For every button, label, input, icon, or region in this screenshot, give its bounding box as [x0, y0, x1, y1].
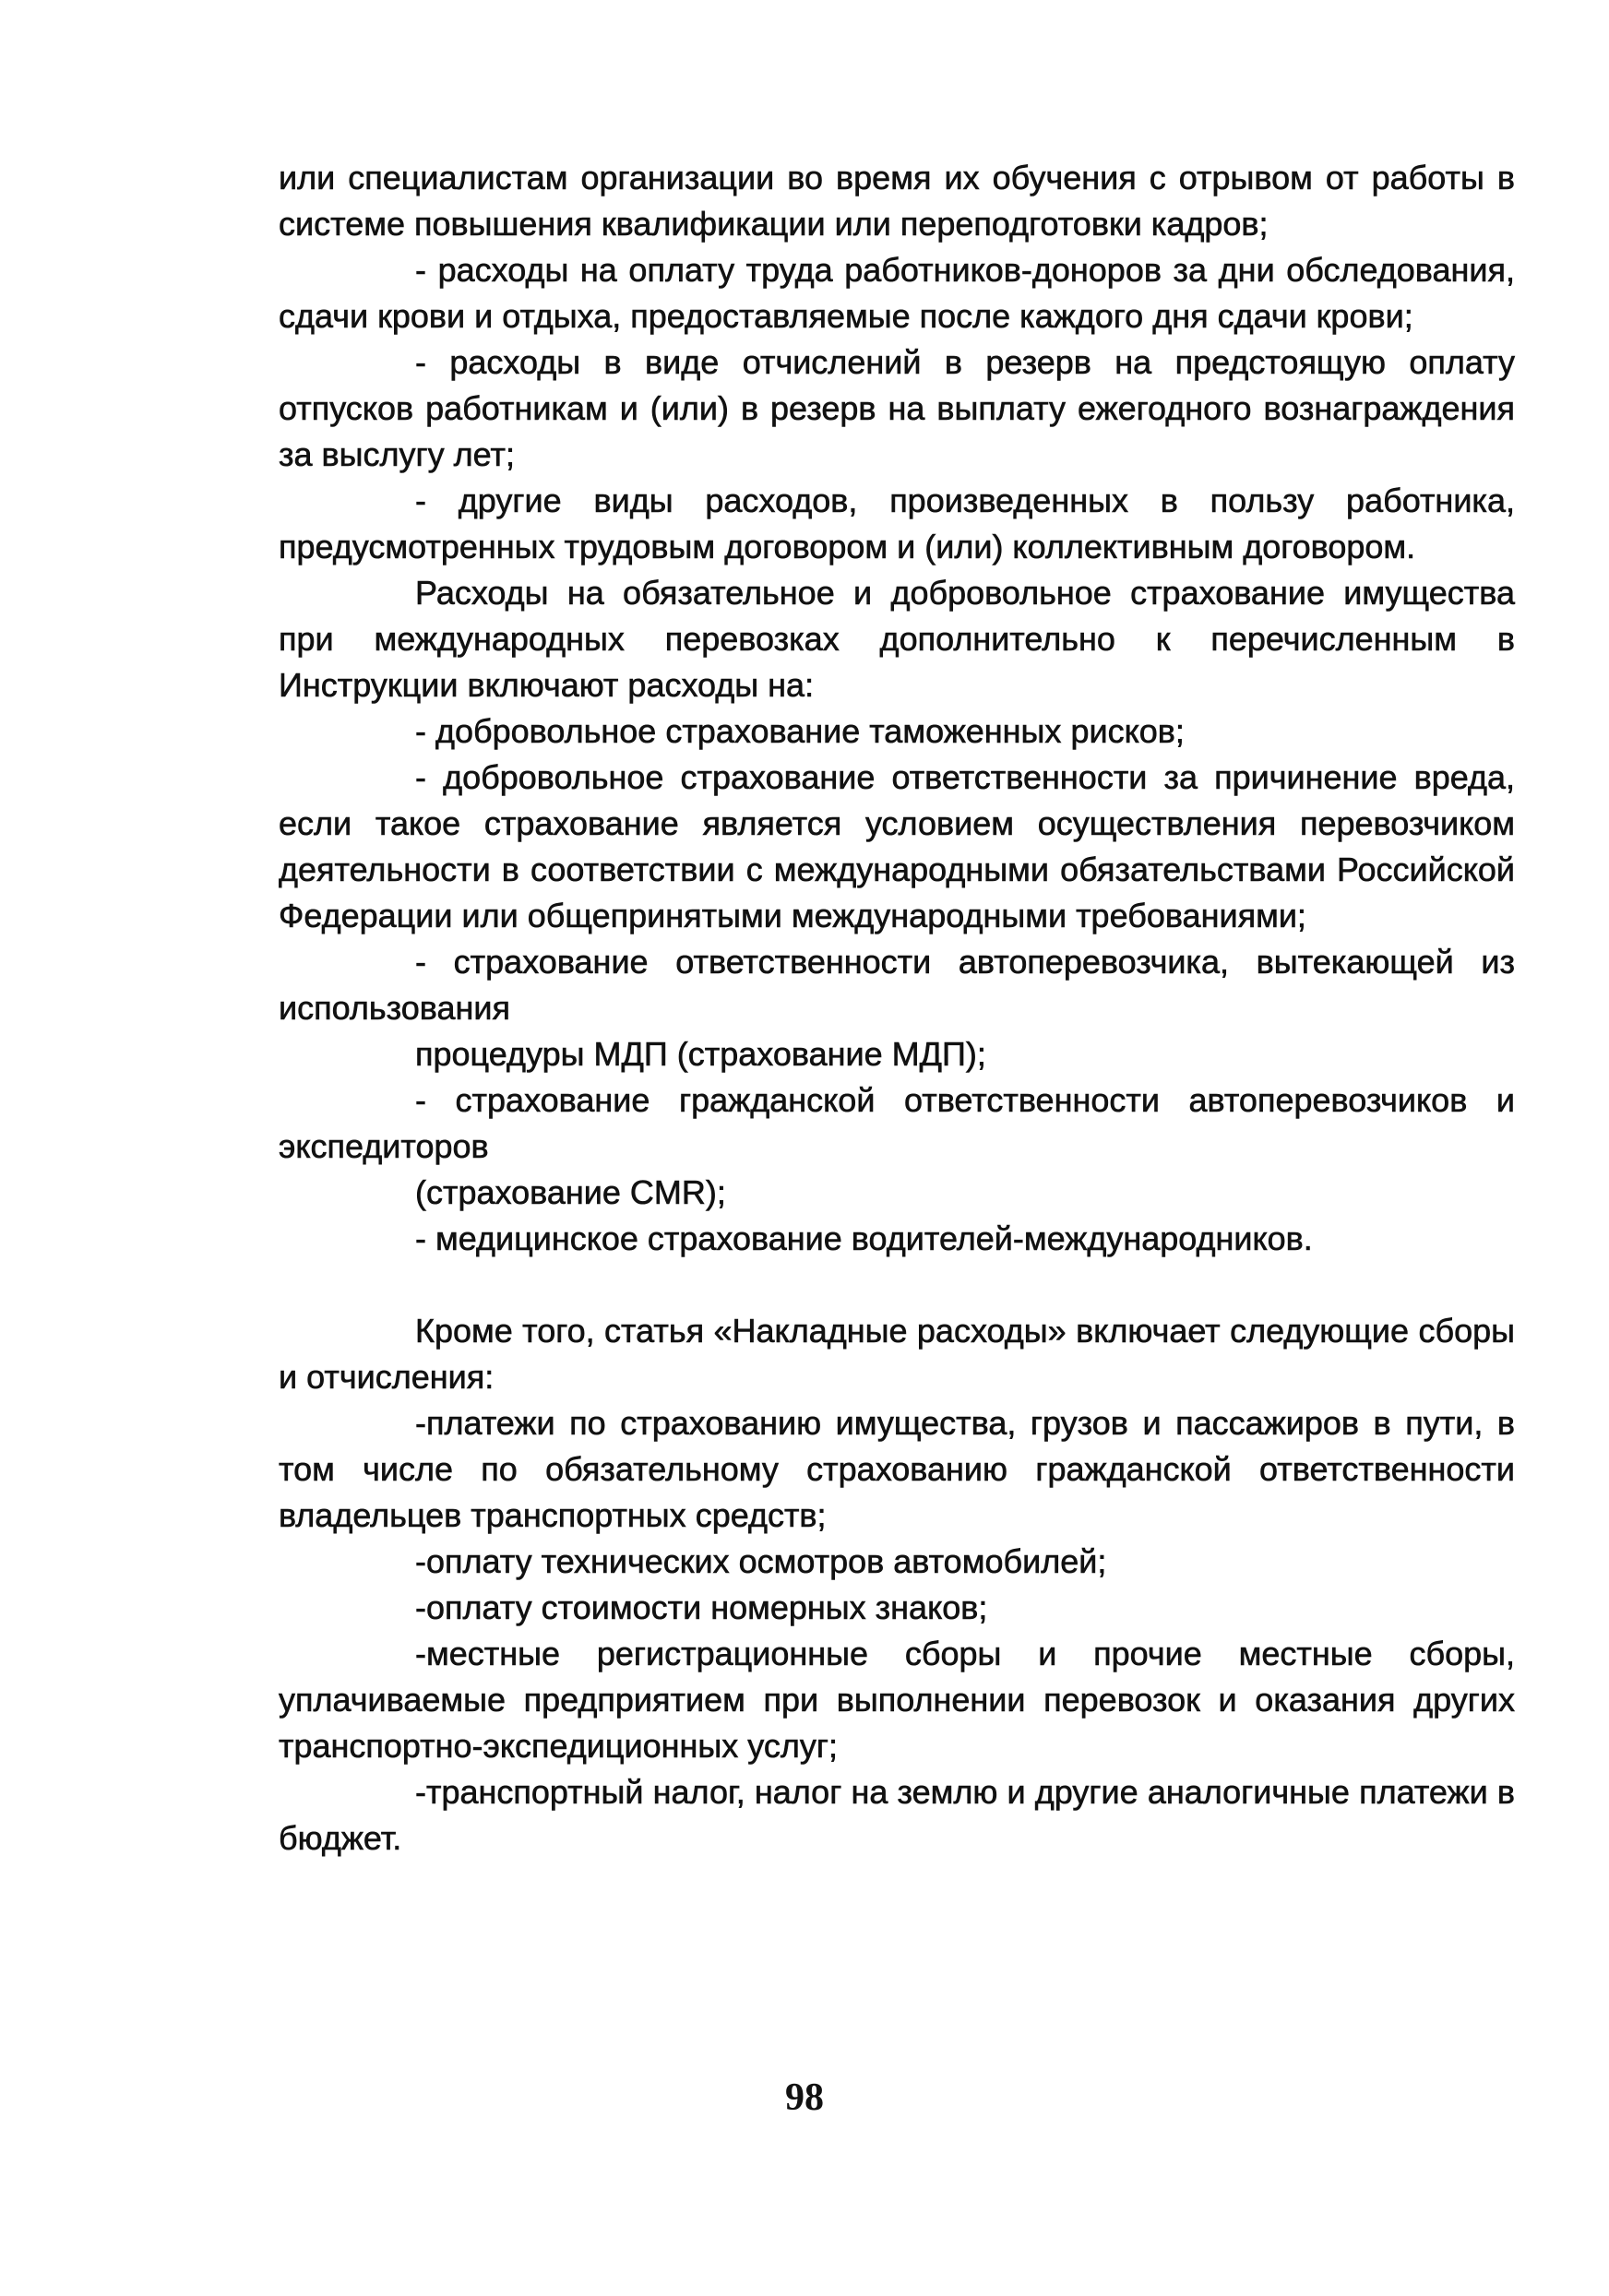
paragraph-11: (страхование CMR); — [415, 1173, 726, 1211]
paragraph-16: -оплату стоимости номерных знаков; — [415, 1588, 988, 1626]
paragraph-1: или специалистам организации во время их обучения с отрывом от работы в системе повышения квалификации или переподготовки кадров; — [279, 159, 1515, 243]
paragraph-5: Расходы на обязательное и добровольное страхование имущества при международных перевозках дополнительно к перечисленным в Инструкции включают расходы на: — [279, 574, 1515, 704]
body-text — [279, 155, 1515, 1862]
paragraph-12: - медицинское страхование водителей-международников. — [415, 1219, 1313, 1257]
page-number: 98 — [785, 2076, 824, 2119]
paragraph-13: Кроме того, статья «Накладные расходы» включает следующие сборы и отчисления: — [279, 1312, 1515, 1396]
paragraph-15: -оплату технических осмотров автомобилей; — [415, 1542, 1107, 1580]
paragraph-10: - страхование гражданской ответственности автоперевозчиков и экспедиторов — [279, 1081, 1515, 1165]
paragraph-6: - добровольное страхование таможенных рисков; — [415, 712, 1185, 750]
paragraph-gap — [279, 1262, 1515, 1308]
paragraph-4: - другие виды расходов, произведенных в пользу работника, предусмотренных трудовым договором и (или) коллективным договором. — [279, 482, 1515, 565]
paragraph-9: процедуры МДП (страхование МДП); — [415, 1035, 986, 1073]
paragraph-17: -местные регистрационные сборы и прочие местные сборы, уплачиваемые предприятием при выполнении перевозок и оказания других транспортно-экспедиционных услуг; — [279, 1635, 1515, 1765]
paragraph-3: - расходы в виде отчислений в резерв на предстоящую оплату отпусков работникам и (или) в резерв на выплату ежегодного вознаграждения за выслугу лет; — [279, 343, 1515, 473]
paragraph-18: -транспортный налог, налог на землю и другие аналогичные платежи в бюджет. — [279, 1773, 1515, 1857]
paragraph-7: - добровольное страхование ответственности за причинение вреда, если такое страхование является условием осуществления перевозчиком деятельности в соответствии с международными обязательствами Российской Федерации или общепринятыми международными требованиями; — [279, 758, 1515, 934]
paragraph-14: -платежи по страхованию имущества, грузов и пассажиров в пути, в том числе по обязательному страхованию гражданской ответственности владельцев транспортных средств; — [279, 1404, 1515, 1534]
paragraph-8: - страхование ответственности автоперевозчика, вытекающей из использования — [279, 943, 1515, 1027]
paragraph-2: - расходы на оплату труда работников-доноров за дни обследования, сдачи крови и отдыха, предоставляемые после каждого дня сдачи крови; — [279, 251, 1515, 335]
